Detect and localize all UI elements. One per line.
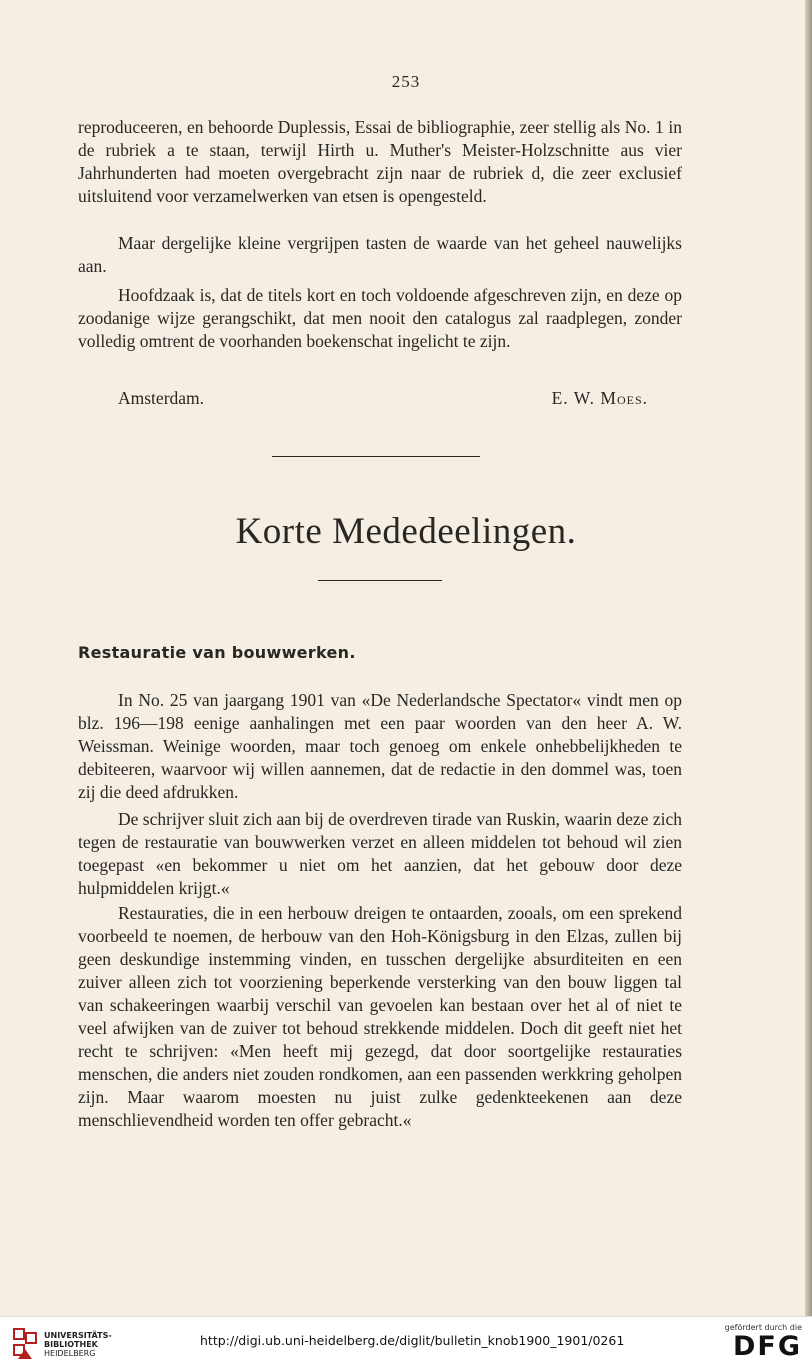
intro-paragraph-1: reproduceeren, en behoorde Duplessis, Essai de bibliographie, zeer stellig als No. 1 in de rubriek a te staan, terwijl Hirth u. Muther's Meister-Holzschnitte aus vier Jahrhunderten had moeten overgebracht zijn naar de rubriek d, die zeer exclusief uitsluitend voor verzamelwerken van etsen is opengesteld. xyxy=(78,117,682,206)
signature-place: Amsterdam. xyxy=(118,388,205,408)
page-number: 253 xyxy=(391,72,421,91)
intro-paragraph-3: Hoofdzaak is, dat de titels kort en toch voldoende afgeschreven zijn, en deze op zoodanige wijze gerangschikt, dat men nooit den catalogus zal raadplegen, zonder volledig omtrent de voorhanden boekenschat ingelicht te zijn. xyxy=(78,285,682,351)
library-name xyxy=(44,1331,112,1358)
article-title: Restauratie van bouwwerken. xyxy=(78,643,356,662)
section-title: Korte Mededeelingen. xyxy=(235,511,577,552)
signature-author: E. W. Moes. xyxy=(551,388,648,408)
footer-bar xyxy=(0,1316,812,1372)
funder-logo xyxy=(725,1323,802,1362)
page-edge xyxy=(805,0,812,1316)
source-url-link[interactable]: http://digi.ub.uni-heidelberg.de/diglit/bulletin_knob1900_1901/0261 xyxy=(200,1333,625,1348)
section-divider-bottom xyxy=(318,580,442,581)
library-line-3: HEIDELBERG xyxy=(44,1349,96,1358)
article-paragraph-3: Restauraties, die in een herbouw dreigen te ontaarden, zooals, om een sprekend voorbeeld te noemen, de herbouw van den Hoh-Königsburg in den Elzas, zullen bij geen deskundige instemming vinden, en tusschen dergelijke absurditeiten en een zuiver alleen zich tot voorziening beperkende versterking van den bouw liggen tal van schakeeringen waarbij verschil van gevoelen kan bestaan over het al of niet te veel afwijken van de zuiver tot behoud strekkende middelen. Doch dit geeft niet het recht te schrijven: «Men heeft mij gezegd, dat door soortgelijke restauraties menschen, die anders niet zouden rondkomen, aan een passenden werkkring geholpen zijn. Maar waarom moesten nu juist zulke gedenkteekenen aan deze menschlievendheid worden ten offer gebracht.« xyxy=(78,903,682,1130)
article-paragraph-1: In No. 25 van jaargang 1901 van «De Nederlandsche Spectator« vindt men op blz. 196—198 eenige aanhalingen met een paar woorden van den heer A. W. Weissman. Weinige woorden, maar toch genoeg om enkele onhebbelijkheden te debiteeren, waarvoor wij willen aannemen, dat de redactie in den dommel was, toen zij die deed afdrukken. xyxy=(78,690,682,802)
section-divider-top xyxy=(272,456,480,457)
funding-note: gefördert durch die xyxy=(724,1323,802,1332)
dfg-wordmark: DFG xyxy=(732,1331,802,1362)
library-line-2: BIBLIOTHEK xyxy=(44,1340,98,1349)
article-paragraph-2: De schrijver sluit zich aan bij de overdreven tirade van Ruskin, waarin deze zich tegen de restauratie van bouwwerken verzet en alleen middelen tot behoud wil zien toegepast «en bekommer u niet om het aanzien, dat het gebouw door deze hulpmiddelen krijgt.« xyxy=(78,809,682,898)
library-line-1: UNIVERSITÄTS- xyxy=(44,1331,112,1340)
university-seal-icon xyxy=(10,1325,40,1363)
intro-paragraph-2: Maar dergelijke kleine vergrijpen tasten de waarde van het geheel nauwelijks aan. xyxy=(78,233,682,276)
signature-line xyxy=(118,388,648,409)
